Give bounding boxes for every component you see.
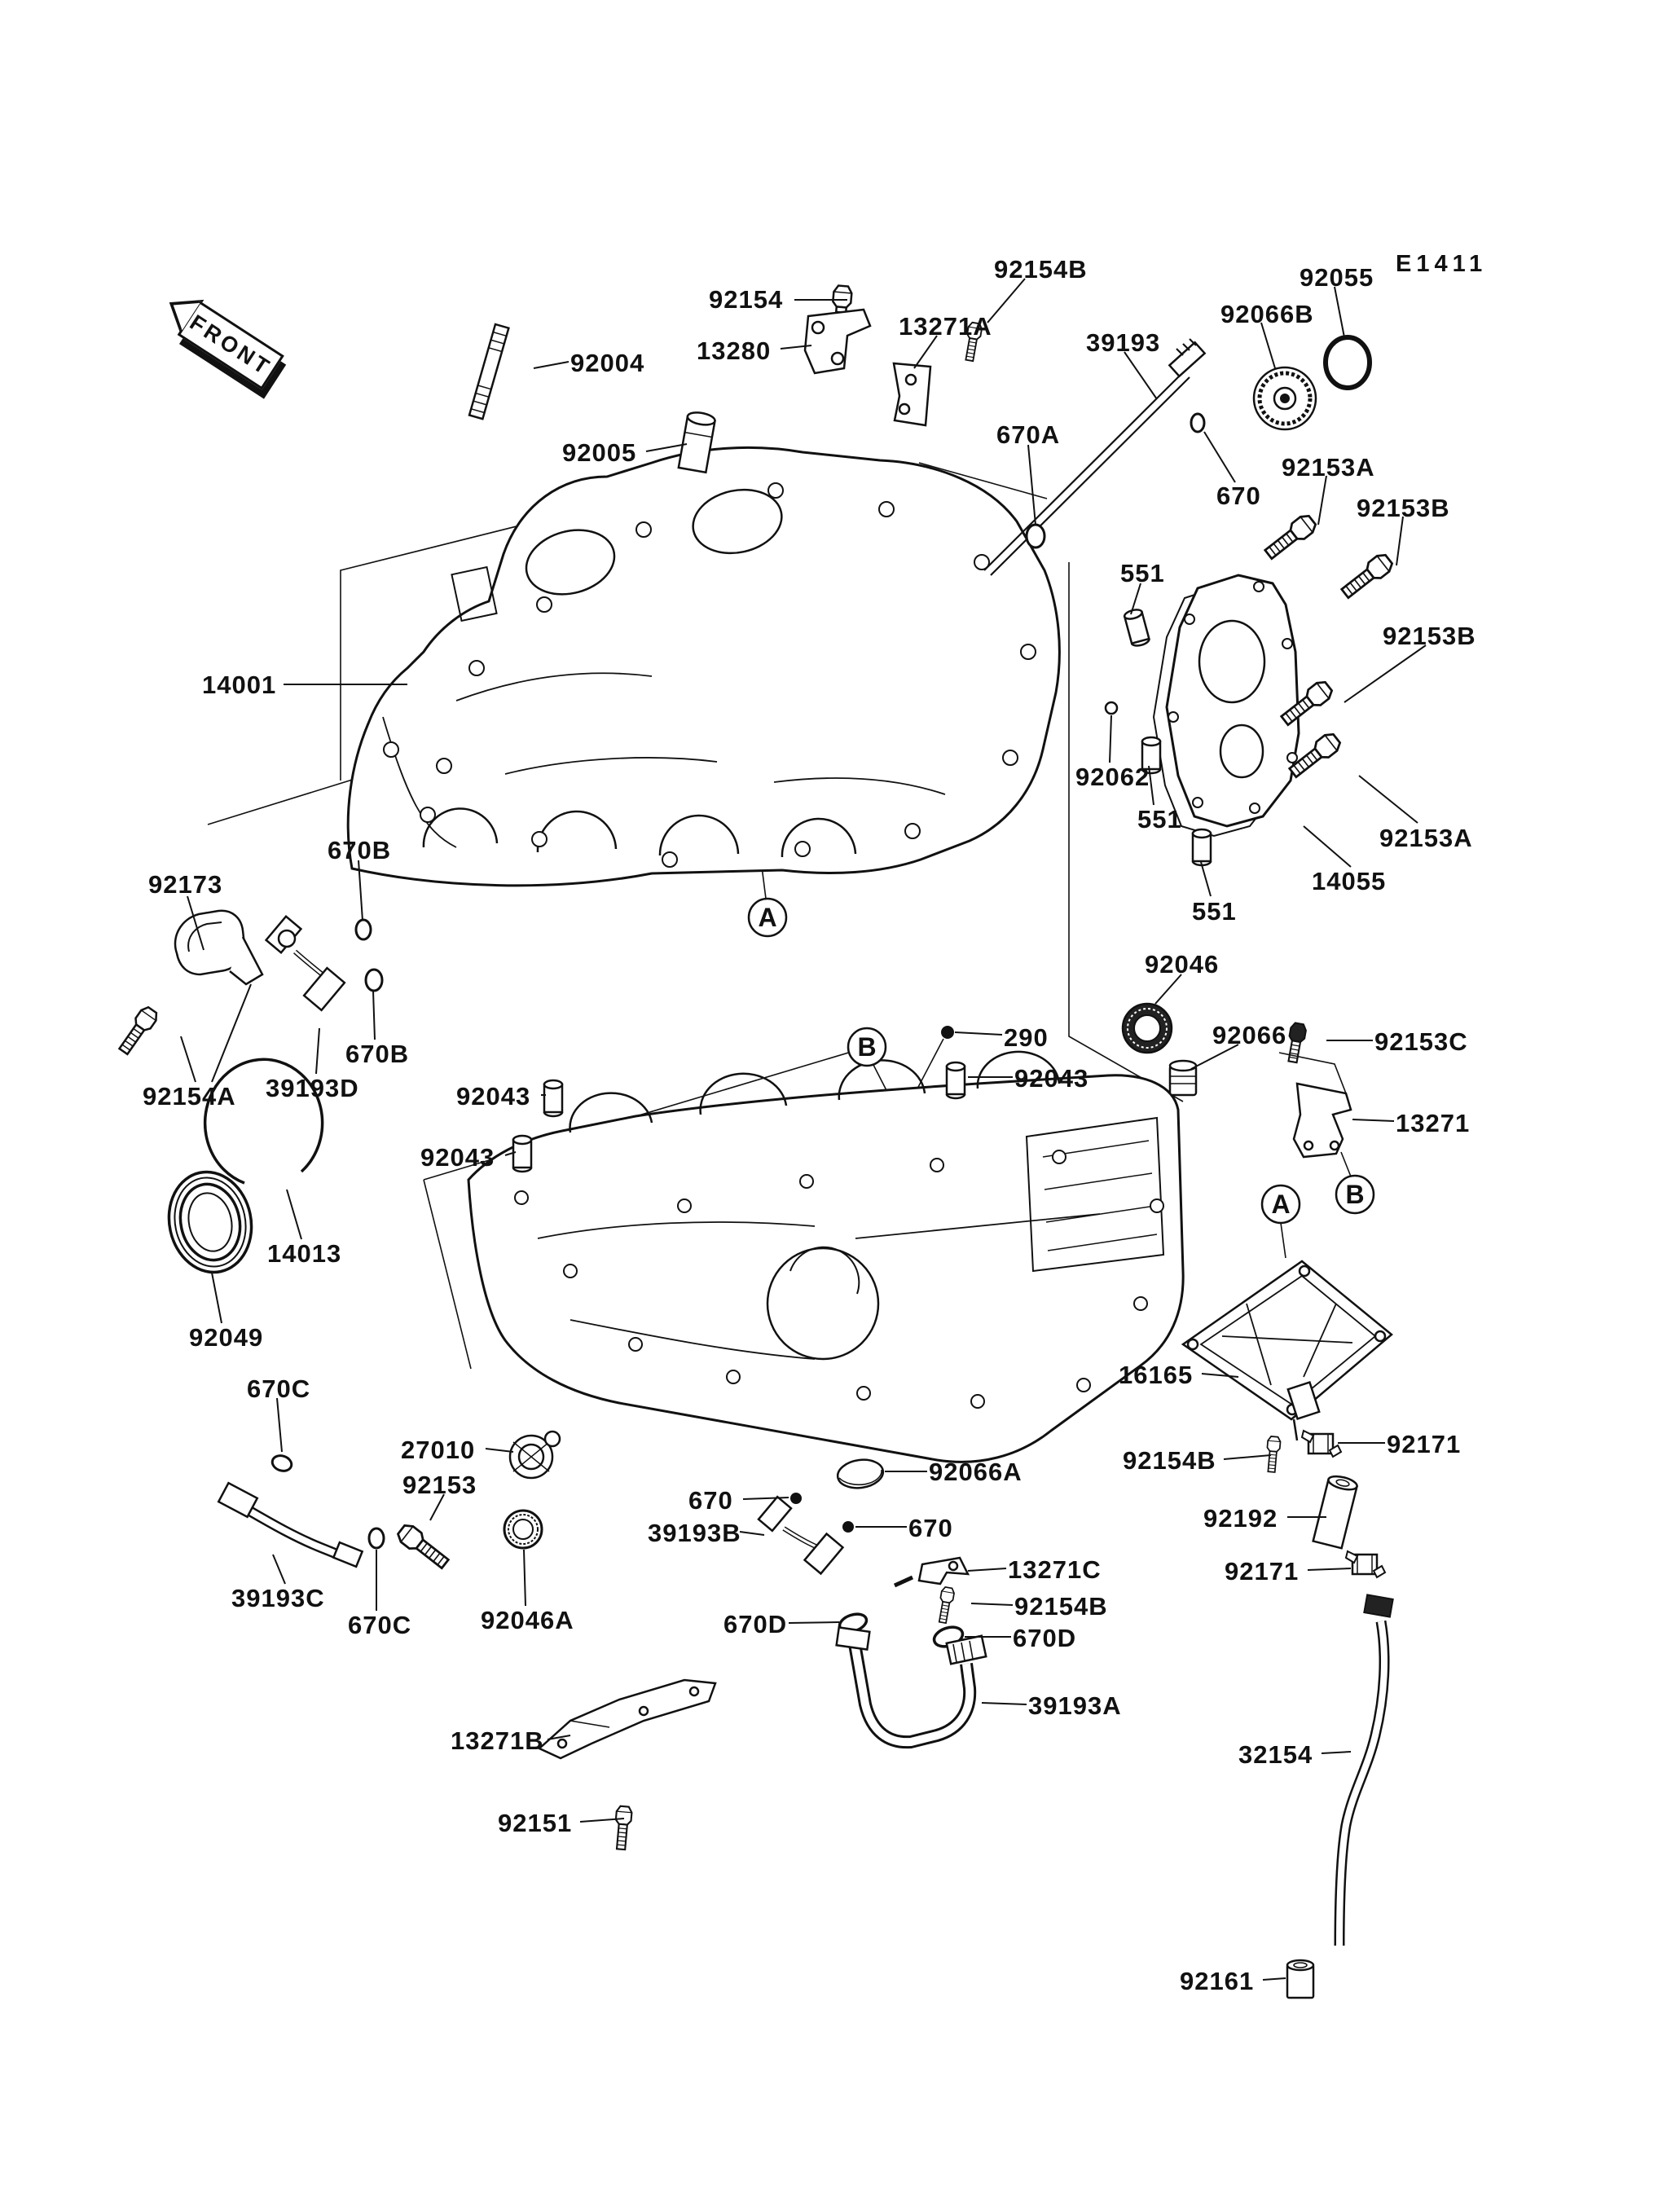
part-label-39193B: 39193B: [648, 1519, 741, 1547]
part-label-13271C: 13271C: [1008, 1555, 1102, 1584]
part-label-39193D: 39193D: [266, 1074, 359, 1102]
part-label-670: 670: [908, 1514, 953, 1542]
part-label-27010: 27010: [401, 1436, 476, 1464]
part-label-92043: 92043: [456, 1082, 531, 1110]
part-label-92153: 92153: [402, 1471, 477, 1499]
part-label-13271A: 13271A: [899, 312, 992, 341]
part-label-92154B: 92154B: [1123, 1446, 1216, 1475]
part-label-92046A: 92046A: [481, 1606, 574, 1634]
part-label-670D: 670D: [723, 1610, 788, 1638]
part-label-92066A: 92066A: [929, 1458, 1023, 1486]
part-label-670: 670: [688, 1486, 733, 1515]
section-marker-letter-B: B: [1345, 1180, 1365, 1209]
part-label-39193A: 39193A: [1028, 1691, 1122, 1720]
section-marker-letter-A: A: [1271, 1190, 1291, 1219]
part-label-14001: 14001: [202, 671, 277, 699]
part-label-92192: 92192: [1203, 1504, 1278, 1533]
part-label-14013: 14013: [267, 1239, 342, 1268]
part-label-92066: 92066: [1212, 1021, 1287, 1049]
part-label-92046: 92046: [1145, 950, 1220, 979]
part-label-92153B: 92153B: [1383, 622, 1476, 650]
part-label-92043: 92043: [1014, 1064, 1089, 1093]
front-label: FRONT: [185, 310, 277, 380]
part-label-92154B: 92154B: [994, 255, 1088, 284]
part-label-14055: 14055: [1312, 867, 1387, 895]
section-marker-letter-B: B: [857, 1032, 877, 1062]
part-label-92062: 92062: [1075, 763, 1150, 791]
part-label-92066B: 92066B: [1220, 300, 1314, 328]
part-label-92055: 92055: [1300, 263, 1374, 292]
part-label-92153B: 92153B: [1357, 494, 1450, 522]
part-label-551: 551: [1192, 897, 1237, 926]
part-label-13280: 13280: [697, 336, 772, 365]
part-label-92049: 92049: [189, 1323, 264, 1352]
part-label-551: 551: [1137, 805, 1182, 833]
part-label-670D: 670D: [1013, 1624, 1077, 1652]
part-label-670C: 670C: [247, 1374, 311, 1403]
part-label-13271: 13271: [1396, 1109, 1471, 1137]
part-label-670B: 670B: [345, 1040, 410, 1068]
part-label-92171: 92171: [1225, 1557, 1300, 1585]
part-label-92153A: 92153A: [1379, 824, 1473, 852]
part-label-92154: 92154: [709, 285, 784, 314]
part-label-92153C: 92153C: [1374, 1027, 1468, 1056]
part-label-92005: 92005: [562, 438, 637, 467]
part-label-551: 551: [1120, 559, 1165, 587]
part-label-39193: 39193: [1086, 328, 1161, 357]
part-label-670A: 670A: [996, 420, 1061, 449]
part-label-290: 290: [1004, 1023, 1049, 1052]
section-marker-letter-A: A: [758, 903, 777, 932]
part-label-92151: 92151: [498, 1809, 573, 1837]
part-label-13271B: 13271B: [451, 1726, 544, 1755]
part-label-92153A: 92153A: [1282, 453, 1375, 482]
part-label-92043: 92043: [420, 1143, 495, 1172]
part-label-32154: 32154: [1238, 1740, 1313, 1769]
part-label-92004: 92004: [570, 349, 645, 377]
part-label-92161: 92161: [1180, 1967, 1255, 1995]
part-label-670B: 670B: [328, 836, 392, 864]
part-label-92171: 92171: [1387, 1430, 1462, 1458]
part-label-92173: 92173: [148, 870, 223, 899]
part-label-92154B: 92154B: [1014, 1592, 1108, 1621]
part-label-16165: 16165: [1119, 1361, 1194, 1389]
drawing-code: E1411: [1396, 251, 1488, 277]
part-label-670: 670: [1216, 482, 1261, 510]
part-label-39193C: 39193C: [231, 1584, 325, 1612]
part-label-92154A: 92154A: [143, 1082, 236, 1110]
part-label-670C: 670C: [348, 1611, 412, 1639]
